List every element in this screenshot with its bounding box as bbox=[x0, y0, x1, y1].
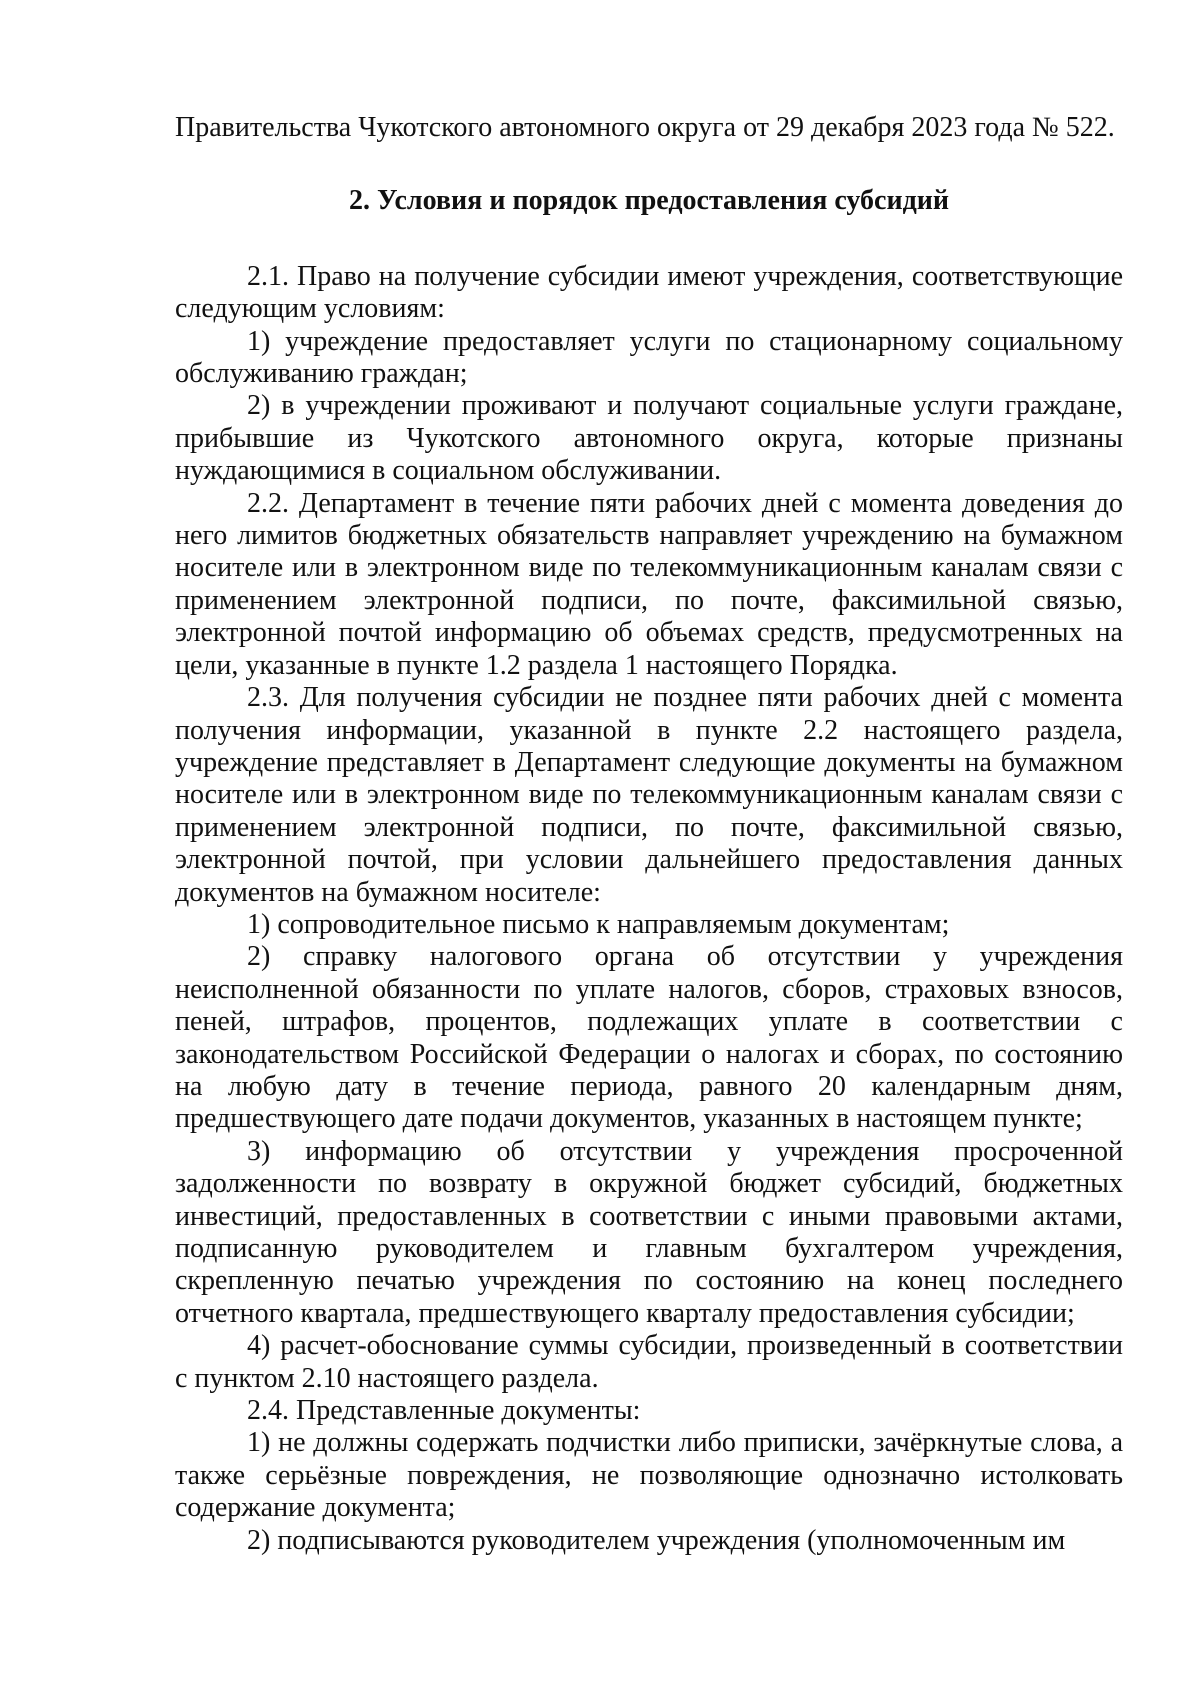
paragraph-2-1-item-1: 1) учреждение предоставляет услуги по стационарному социальному обслуживанию граждан; bbox=[175, 325, 1123, 390]
paragraph-2-1: 2.1. Право на получение субсидии имеют учреждения, соответствующие следующим условиям: bbox=[175, 260, 1123, 325]
paragraph-2-4-item-2: 2) подписываются руководителем учреждения (уполномоченным им bbox=[247, 1524, 1066, 1556]
document-page bbox=[175, 112, 1123, 1557]
paragraph-2-3-item-4: 4) расчет-обоснование суммы субсидии, произведенный в соответствии с пунктом 2.10 настоящего раздела. bbox=[175, 1330, 1123, 1394]
paragraph-2-1-item-2: 2) в учреждении проживают и получают социальные услуги граждане, прибывшие из Чукотского автономного округа, которые признаны нуждающимися в социальном обслуживании. bbox=[175, 390, 1123, 487]
intro-paragraph: Правительства Чукотского автономного округа от 29 декабря 2023 года № 522. bbox=[175, 112, 1115, 143]
paragraph-2-3: 2.3. Для получения субсидии не позднее пяти рабочих дней с момента получения информации, указанной в пункте 2.2 настоящего раздела, учреждение представляет в Департамент следующие документы на бумажном носителе или в электронном виде по телекоммуникационным каналам связи с применением электронной подписи, по почте, факсимильной связью, электронной почтой, при условии дальнейшего предоставления данных документов на бумажном носителе: bbox=[175, 682, 1123, 908]
paragraph-2-4: 2.4. Представленные документы: bbox=[247, 1395, 641, 1427]
paragraph-2-2: 2.2. Департамент в течение пяти рабочих дней с момента доведения до него лимитов бюджетных обязательств направляет учреждению на бумажном носителе или в электронном виде по телекоммуникационным каналам связи с применением электронной подписи, по почте, факсимильной связью, электронной почтой информацию об объемах средств, предусмотренных на цели, указанные в пункте 1.2 раздела 1 настоящего Порядка. bbox=[175, 487, 1123, 681]
section-heading: 2. Условия и порядок предоставления субсидий bbox=[348, 185, 950, 217]
paragraph-2-4-item-1: 1) не должны содержать подчистки либо приписки, зачёркнутые слова, а также серьёзные повреждения, не позволяющие однозначно истолковать содержание документа; bbox=[175, 1427, 1123, 1524]
paragraph-2-3-item-2: 2) справку налогового органа об отсутствии у учреждения неисполненной обязанности по уплате налогов, сборов, страховых взносов, пеней, штрафов, процентов, подлежащих уплате в соответствии с законодательством Российской Федерации о налогах и сборах, по состоянию на любую дату в течение периода, равного 20 календарным дням, предшествующего дате подачи документов, указанных в настоящем пункте; bbox=[175, 941, 1123, 1135]
paragraph-2-3-item-3: 3) информацию об отсутствии у учреждения просроченной задолженности по возврату в окружной бюджет субсидий, бюджетных инвестиций, предоставленных в соответствии с иными правовыми актами, подписанную руководителем и главным бухгалтером учреждения, скрепленную печатью учреждения по состоянию на конец последнего отчетного квартала, предшествующего кварталу предоставления субсидии; bbox=[175, 1135, 1123, 1329]
paragraph-2-3-item-1: 1) сопроводительное письмо к направляемым документам; bbox=[247, 908, 950, 940]
